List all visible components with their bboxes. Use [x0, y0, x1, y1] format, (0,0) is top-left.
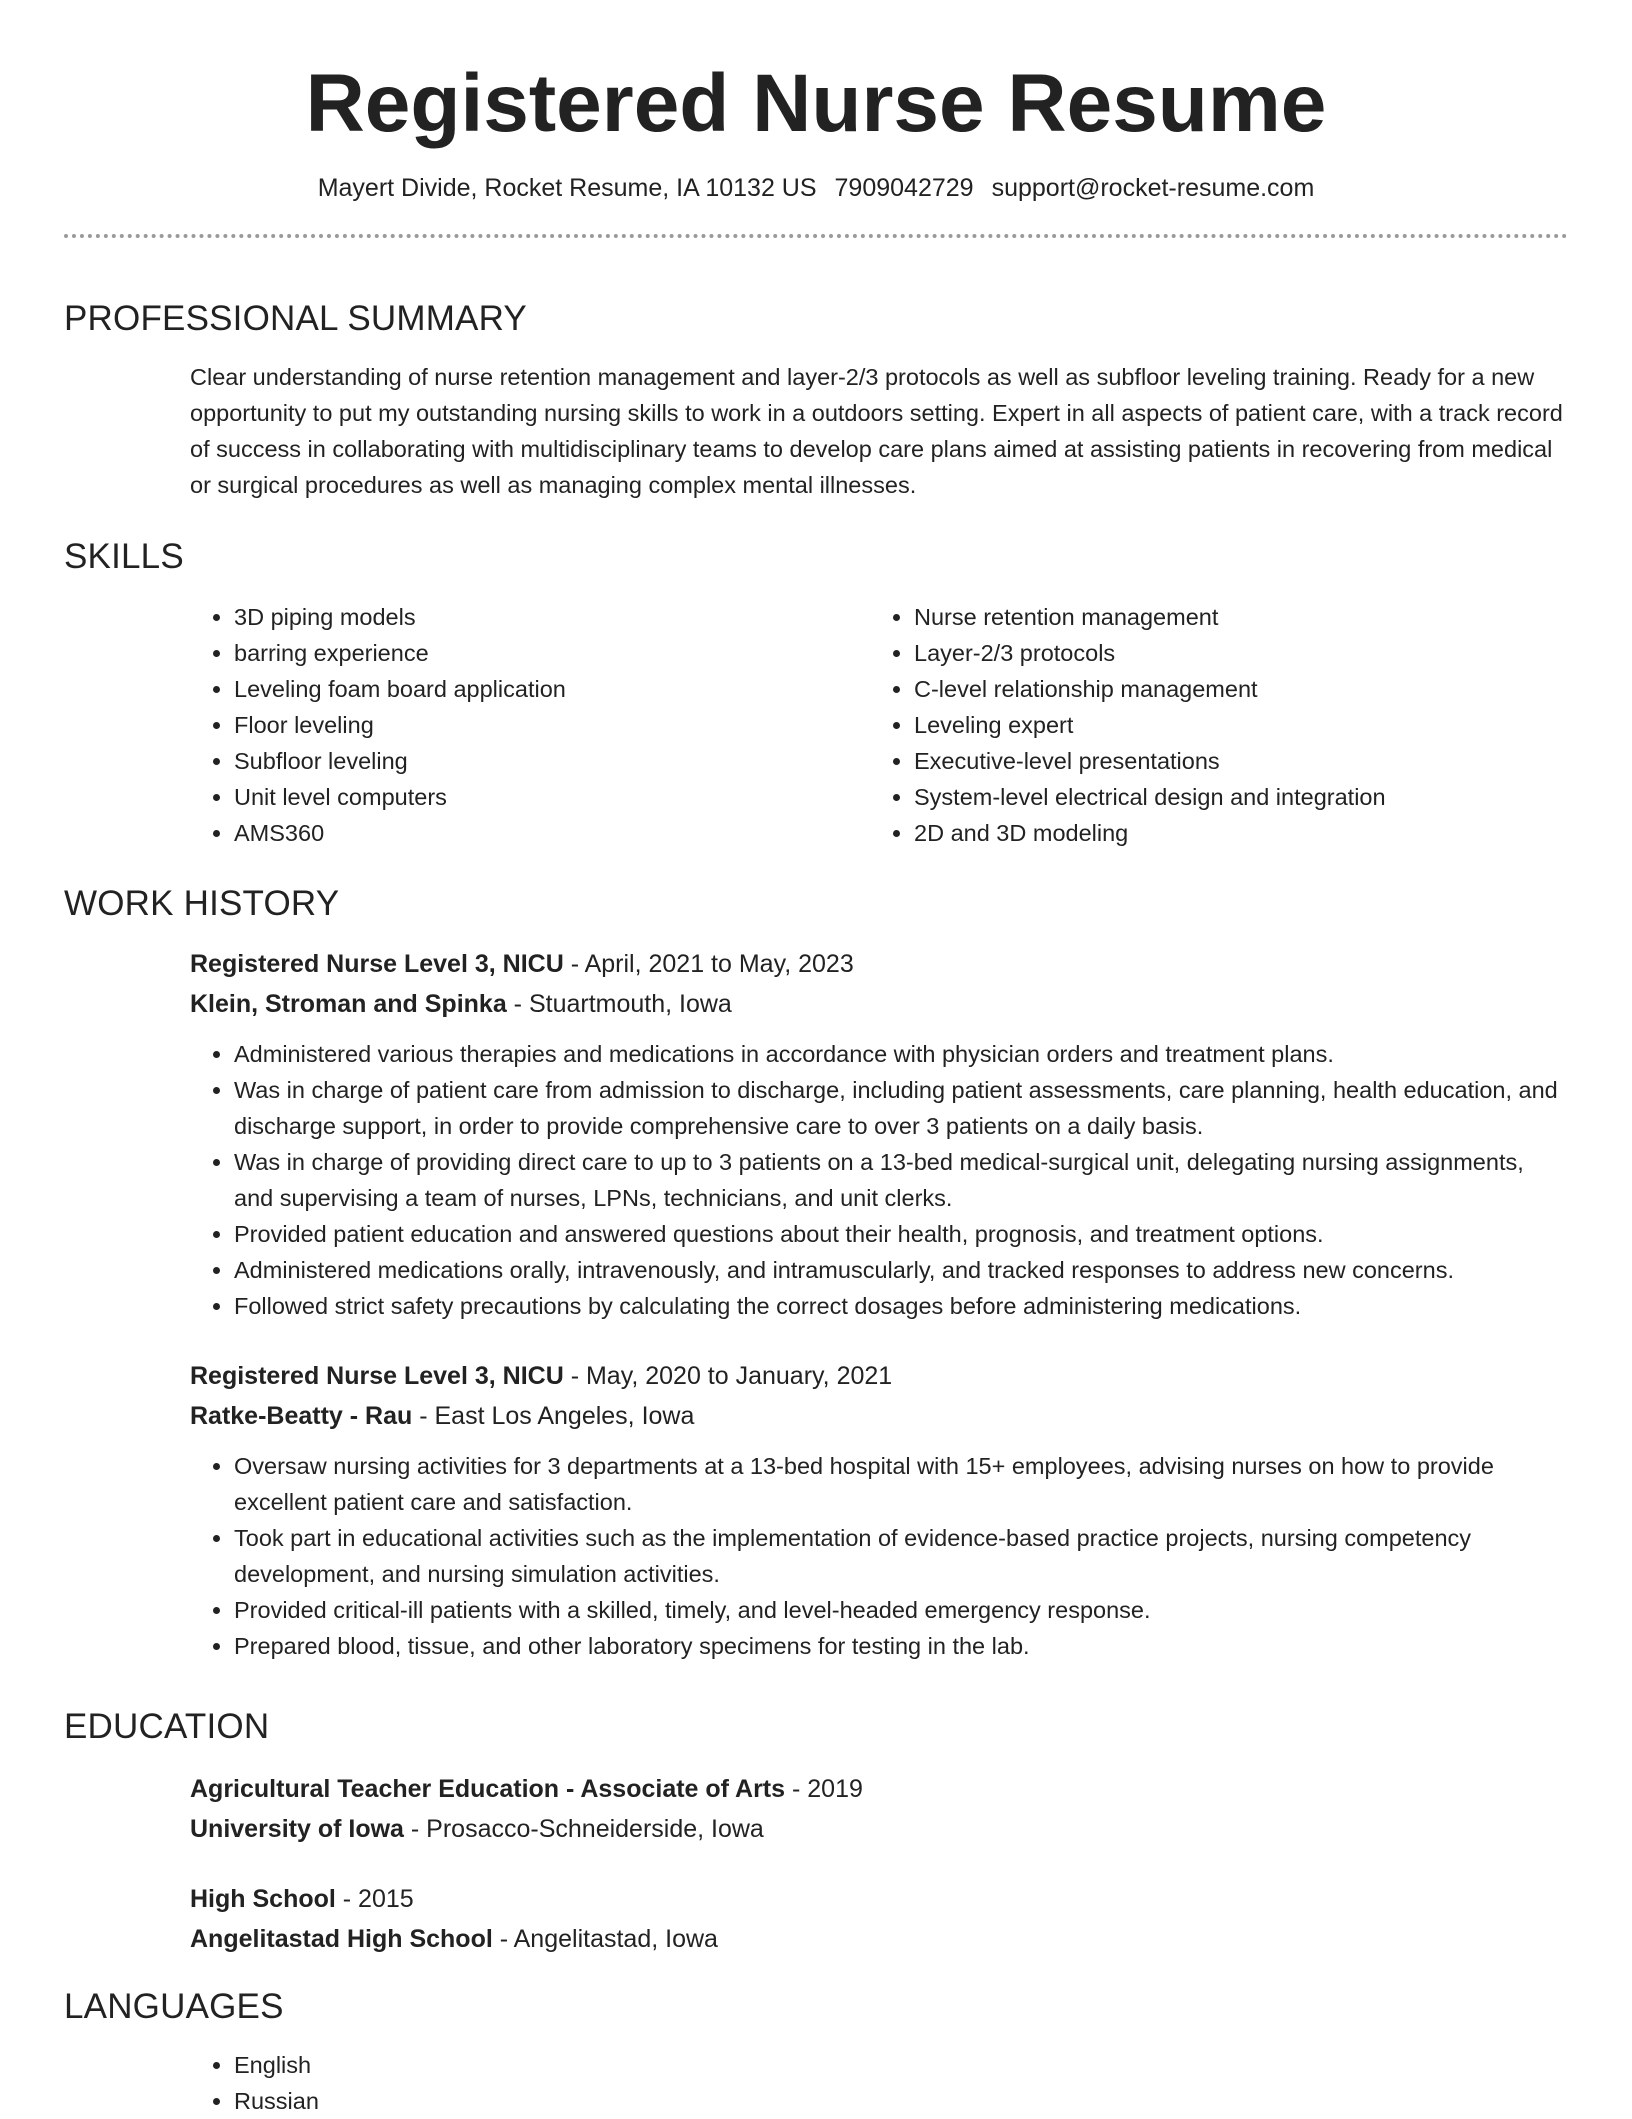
- job-location: - East Los Angeles, Iowa: [412, 1402, 695, 1430]
- job-company: Ratke-Beatty - Rau: [190, 1402, 413, 1430]
- skill-item: • barring experience: [234, 635, 870, 671]
- job-location: - Stuartmouth, Iowa: [506, 990, 732, 1018]
- education-degree-line: [190, 1879, 1568, 1919]
- skill-item: • Layer-2/3 protocols: [914, 635, 1550, 671]
- skill-item: • Executive-level presentations: [914, 743, 1550, 779]
- job-bullet: • Prepared blood, tissue, and other laboratory specimens for testing in the lab.: [234, 1628, 1568, 1664]
- skill-item: • C-level relationship management: [914, 671, 1550, 707]
- job-company-line: [190, 984, 1568, 1024]
- job-bullet: • Was in charge of providing direct care to up to 3 patients on a 13-bed medical-surgical unit, delegating nursing assignments, and supervising a team of nurses, LPNs, technicians, and unit clerks.: [234, 1144, 1568, 1216]
- summary-text: Clear understanding of nurse retention management and layer-2/3 protocols as well as subfloor leveling training. Ready for a new opportunity to put my outstanding nursing skills to work in a outdoors setting. Expert in all aspects of patient care, with a track record of success in collaborating with multidisciplinary teams to develop care plans aimed at assisting patients in recovering from medical or surgical procedures as well as managing complex mental illnesses.: [190, 364, 1563, 498]
- job-bullet: • Oversaw nursing activities for 3 departments at a 13-bed hospital with 15+ employees, advising nurses on how to provide excellent patient care and satisfaction.: [234, 1448, 1568, 1520]
- skill-item: • System-level electrical design and integration: [914, 779, 1550, 815]
- skills-list-left: [190, 599, 870, 851]
- job-dates: - April, 2021 to May, 2023: [563, 950, 854, 978]
- job-bullets: [190, 1448, 1568, 1664]
- education-location: - Prosacco-Schneiderside, Iowa: [403, 1815, 764, 1843]
- education-year: - 2015: [335, 1885, 414, 1913]
- education-degree-line: [190, 1769, 1568, 1809]
- skill-item: • Nurse retention management: [914, 599, 1550, 635]
- education-heading: EDUCATION: [64, 1707, 270, 1746]
- summary-heading: PROFESSIONAL SUMMARY: [64, 299, 527, 338]
- skill-item: • Leveling foam board application: [234, 671, 870, 707]
- skills-heading: SKILLS: [64, 537, 184, 576]
- skills-section: [64, 535, 1568, 851]
- skill-item: • Floor leveling: [234, 707, 870, 743]
- job-bullet: • Provided patient education and answered questions about their health, prognosis, and treatment options.: [234, 1216, 1568, 1252]
- job-title-line: [190, 1356, 1568, 1396]
- resume-title: Registered Nurse Resume: [305, 58, 1327, 149]
- summary-body: [64, 359, 1568, 503]
- job-bullet: • Administered medications orally, intravenously, and intramuscularly, and tracked responses to address new concerns.: [234, 1252, 1568, 1288]
- education-degree: Agricultural Teacher Education - Associate of Arts: [190, 1775, 786, 1803]
- skill-item: • Unit level computers: [234, 779, 870, 815]
- languages-body: [64, 2047, 1568, 2119]
- language-item: • English: [234, 2047, 1568, 2083]
- education-entry: [64, 1879, 1568, 1959]
- work-heading: WORK HISTORY: [64, 884, 340, 923]
- job-bullet: • Took part in educational activities such as the implementation of evidence-based practice projects, nursing competency development, and nursing simulation activities.: [234, 1520, 1568, 1592]
- language-item: • Russian: [234, 2083, 1568, 2119]
- contact-email: support@rocket-resume.com: [991, 174, 1315, 202]
- skills-grid: [64, 599, 1568, 851]
- job-bullet: • Was in charge of patient care from admission to discharge, including patient assessments, care planning, health education, and discharge support, in order to provide comprehensive care to over 3 patients on a daily basis.: [234, 1072, 1568, 1144]
- job-company: Klein, Stroman and Spinka: [190, 990, 507, 1018]
- job-entry: [64, 944, 1568, 1324]
- skill-item: • AMS360: [234, 815, 870, 851]
- skills-list-right: [870, 599, 1550, 851]
- job-bullet: • Followed strict safety precautions by calculating the correct dosages before administering medications.: [234, 1288, 1568, 1324]
- work-section: [64, 882, 1568, 1664]
- job-title: Registered Nurse Level 3, NICU: [190, 950, 564, 978]
- education-school: Angelitastad High School: [190, 1925, 493, 1953]
- education-entry: [64, 1769, 1568, 1849]
- contact-line: [64, 172, 1568, 204]
- job-dates: - May, 2020 to January, 2021: [563, 1362, 893, 1390]
- education-degree: High School: [190, 1885, 336, 1913]
- job-title: Registered Nurse Level 3, NICU: [190, 1362, 564, 1390]
- contact-address: Mayert Divide, Rocket Resume, IA 10132 US: [317, 174, 817, 202]
- skill-item: • Leveling expert: [914, 707, 1550, 743]
- education-school: University of Iowa: [190, 1815, 404, 1843]
- skill-item: • 2D and 3D modeling: [914, 815, 1550, 851]
- languages-list: [190, 2047, 1568, 2119]
- skill-item: • 3D piping models: [234, 599, 870, 635]
- languages-heading: LANGUAGES: [64, 1987, 284, 2026]
- languages-section: [64, 1985, 1568, 2119]
- job-bullets: [190, 1036, 1568, 1324]
- contact-phone: 7909042729: [834, 174, 974, 202]
- education-year: - 2019: [785, 1775, 863, 1803]
- job-company-line: [190, 1396, 1568, 1436]
- education-school-line: [190, 1919, 1568, 1959]
- resume-page: [64, 0, 1568, 2114]
- summary-section: [64, 297, 1568, 503]
- education-school-line: [190, 1809, 1568, 1849]
- header-divider: [64, 234, 1568, 238]
- education-location: - Angelitastad, Iowa: [492, 1925, 718, 1953]
- job-bullet: • Provided critical-ill patients with a skilled, timely, and level-headed emergency response.: [234, 1592, 1568, 1628]
- job-title-line: [190, 944, 1568, 984]
- education-section: [64, 1705, 1568, 1959]
- skill-item: • Subfloor leveling: [234, 743, 870, 779]
- job-bullet: • Administered various therapies and medications in accordance with physician orders and treatment plans.: [234, 1036, 1568, 1072]
- job-entry: [64, 1356, 1568, 1664]
